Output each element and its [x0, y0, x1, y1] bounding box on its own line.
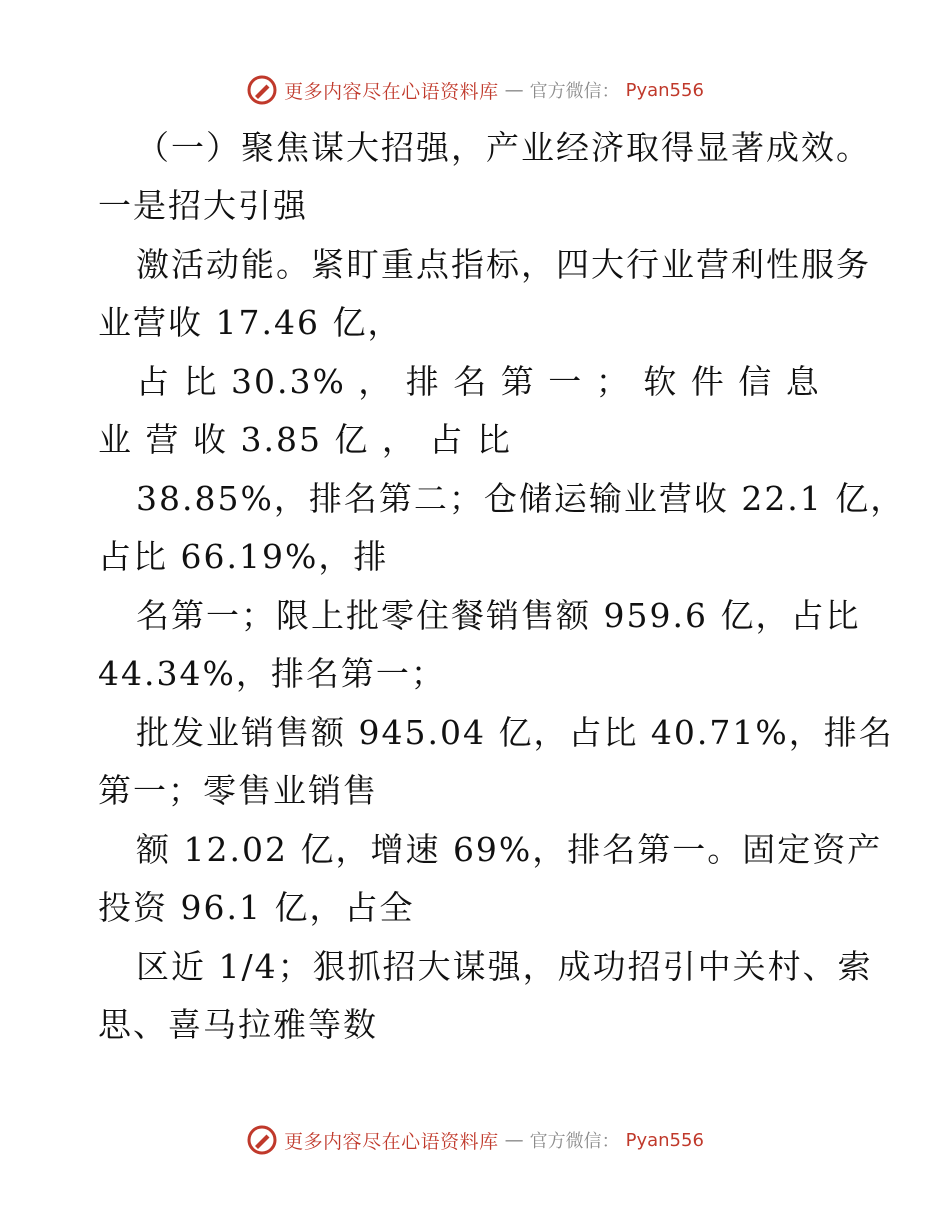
text-line: 第一；零售业销售: [98, 771, 378, 810]
text-line: 44.34%，排名第一；: [98, 654, 446, 693]
text-line: 名第一；限上批零住餐销售额 959.6 亿，占比: [136, 596, 861, 635]
text-line: 业营收 17.46 亿，: [98, 303, 403, 342]
text-line: 投资 96.1 亿，占全: [98, 888, 415, 927]
watermark-label: 官方微信：: [529, 1131, 620, 1152]
watermark-brand: 更多内容尽在心语资料库: [284, 80, 499, 103]
text-line: （一）聚焦谋大招强，产业经济取得显著成效。: [136, 128, 871, 167]
brand-logo-icon: [246, 1124, 278, 1156]
footer-watermark: [0, 1120, 950, 1160]
watermark-separator: —: [504, 79, 524, 101]
text-line: 批发业销售额 945.04 亿，占比 40.71%，排名: [136, 713, 894, 752]
watermark-label: 官方微信：: [529, 81, 620, 102]
text-line: 额 12.02 亿，增速 69%，排名第一。固定资产: [136, 830, 883, 869]
text-line: 激活动能。紧盯重点指标，四大行业营利性服务: [136, 245, 871, 284]
watermark-brand: 更多内容尽在心语资料库: [284, 1130, 499, 1153]
text-line: 占比 66.19%，排: [98, 537, 389, 576]
text-line: 思、喜马拉雅等数: [98, 1005, 378, 1044]
watermark-wechat-id: Pyan556: [625, 1129, 704, 1151]
text-line: 38.85%，排名第二；仓储运输业营收 22.1 亿，: [136, 479, 906, 518]
text-line: 区近 1/4；狠抓招大谋强，成功招引中关村、索: [136, 947, 873, 986]
brand-logo-icon: [246, 74, 278, 106]
header-watermark: [0, 70, 950, 110]
text-line: 一是招大引强: [98, 186, 308, 225]
watermark-separator: —: [504, 1129, 524, 1151]
text-line: 业 营 收 3.85 亿 ， 占 比: [98, 420, 512, 459]
text-line: 占 比 30.3% ， 排 名 第 一 ； 软 件 信 息: [136, 362, 821, 401]
watermark-wechat-id: Pyan556: [625, 79, 704, 101]
